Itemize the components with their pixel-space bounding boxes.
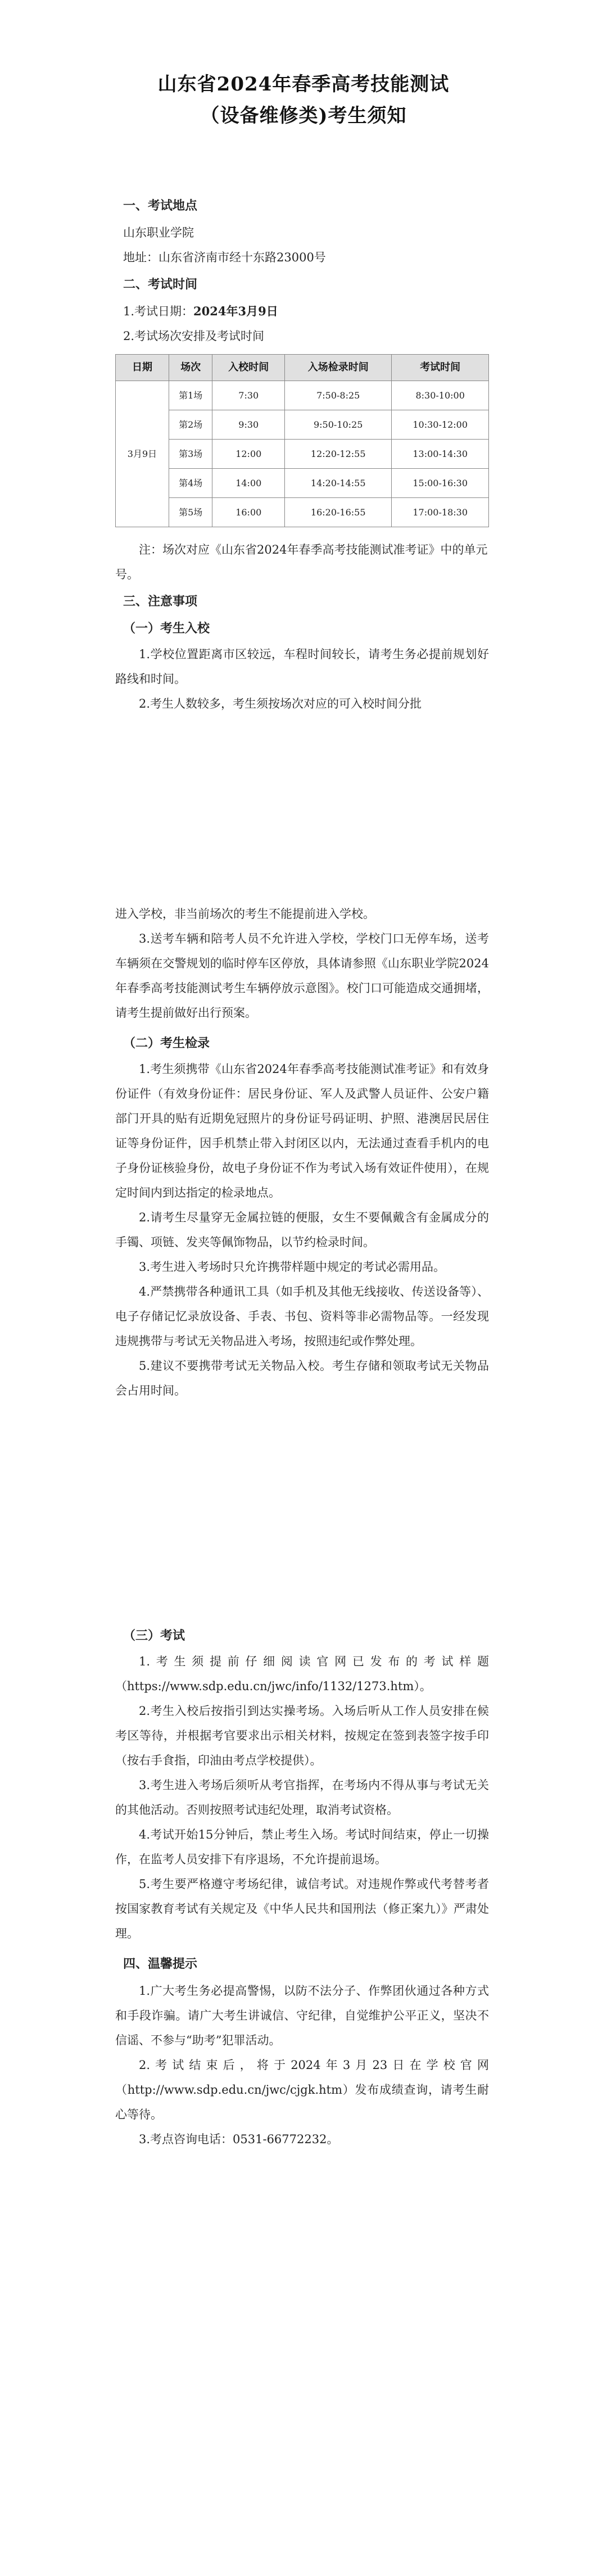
sub1-paragraph-2a: 2.考生人数较多，考生须按场次对应的可入校时间分批 xyxy=(139,697,422,710)
schedule-intro: 2.考试场次安排及考试时间 xyxy=(123,329,265,343)
table-cell-entry: 12:00 xyxy=(212,440,285,469)
table-cell-session: 第1场 xyxy=(169,381,212,410)
sub1-heading: （一）考生入校 xyxy=(123,621,210,636)
tips-paragraph-1: 1.广大考生务必提高警惕，以防不法分子、作弊团伙通过各种方式和手段诈骗。请广大考生讲诚信、守纪律，自觉维护公平正义，坚决不信谣、不参与“助考”犯罪活动。 xyxy=(115,1984,489,2047)
notice-body xyxy=(115,191,489,2152)
table-row xyxy=(116,410,489,440)
table-cell-session: 第2场 xyxy=(169,410,212,440)
sub3-paragraph-5: 5.考生要严格遵守考场纪律，诚信考试。对违规作弊或代考替考者按国家教育考试有关规定及《中华人民共和国刑法（修正案九）》严肃处理。 xyxy=(115,1877,489,1940)
table-cell-exam: 13:00-14:30 xyxy=(392,440,489,469)
sub2-paragraph-4: 4.严禁携带各种通讯工具（如手机及其他无线接收、传送设备等）、电子存储记忆录放设备、手表、书包、资料等非必需物品等。一经发现违规携带与考试无关物品进入考场，按照违纪或作弊处理。 xyxy=(115,1285,489,1348)
table-cell-checkin: 12:20-12:55 xyxy=(285,440,392,469)
exam-location-address: 地址：山东省济南市经十东路23000号 xyxy=(123,251,326,264)
table-cell-exam: 15:00-16:30 xyxy=(392,469,489,498)
sub2-heading: （二）考生检录 xyxy=(123,1036,210,1051)
table-cell-checkin: 7:50-8:25 xyxy=(285,381,392,410)
table-header-checkin: 入场检录时间 xyxy=(285,355,392,381)
page-title-line2: （设备维修类)考生须知 xyxy=(200,105,407,127)
table-cell-session: 第4场 xyxy=(169,469,212,498)
table-row xyxy=(116,440,489,469)
table-cell-checkin: 16:20-16:55 xyxy=(285,498,392,527)
sub1-paragraph-3: 3.送考车辆和陪考人员不允许进入学校，学校门口无停车场，送考车辆须在交警规划的临时停车区停放，具体请参照《山东职业学院2024年春季高考技能测试考生车辆停放示意图》。校门口可能造成交通拥堵，请考生提前做好出行预案。 xyxy=(115,932,489,1020)
table-date-cell: 3月9日 xyxy=(116,381,169,527)
table-cell-entry: 16:00 xyxy=(212,498,285,527)
exam-location-school: 山东职业学院 xyxy=(123,226,194,239)
table-header-entry: 入校时间 xyxy=(212,355,285,381)
sub1-paragraph-1: 1.学校位置距离市区较远，车程时间较长，请考生务必提前规划好路线和时间。 xyxy=(115,648,489,686)
table-row xyxy=(116,469,489,498)
table-header-session: 场次 xyxy=(169,355,212,381)
sub1-paragraph-2b: 进入学校，非当前场次的考生不能提前进入学校。 xyxy=(115,907,375,921)
blank-gap-1 xyxy=(115,716,489,902)
table-cell-checkin: 14:20-14:55 xyxy=(285,469,392,498)
table-row xyxy=(116,498,489,527)
table-cell-exam: 17:00-18:30 xyxy=(392,498,489,527)
section2-heading: 二、考试时间 xyxy=(123,277,198,292)
section4-heading: 四、温馨提示 xyxy=(123,1957,198,1971)
table-cell-entry: 7:30 xyxy=(212,381,285,410)
table-cell-checkin: 9:50-10:25 xyxy=(285,410,392,440)
section3-heading: 三、注意事项 xyxy=(123,594,198,609)
sub3-paragraph-2: 2.考生入校后按指引到达实操考场。入场后听从工作人员安排在候考区等待，并根据考官要求出示相关材料，按规定在签到表签字按手印（按右手食指，印油由考点学校提供）。 xyxy=(115,1704,489,1767)
section1-heading: 一、考试地点 xyxy=(123,198,198,213)
sub3-paragraph-3: 3.考生进入考场后须听从考官指挥，在考场内不得从事与考试无关的其他活动。否则按照考试违纪处理，取消考试资格。 xyxy=(115,1778,489,1817)
schedule-table xyxy=(115,354,489,527)
table-cell-entry: 14:00 xyxy=(212,469,285,498)
sub3-paragraph-4: 4.考试开始15分钟后，禁止考生入场。考试时间结束，停止一切操作，在监考人员安排下有序退场，不允许提前退场。 xyxy=(115,1828,489,1866)
sub3-heading: （三）考试 xyxy=(123,1628,185,1643)
blank-gap-2 xyxy=(115,1403,489,1622)
exam-date-value: 2024年3月9日 xyxy=(193,304,278,318)
tips-paragraph-2: 2.考试结束后，将于2024年3月23日在学校官网（http://www.sdp.edu.cn/jwc/cjgk.htm）发布成绩查询，请考生耐心等待。 xyxy=(115,2058,489,2121)
table-cell-session: 第5场 xyxy=(169,498,212,527)
table-row xyxy=(116,381,489,410)
table-header-date: 日期 xyxy=(116,355,169,381)
exam-date-line xyxy=(115,299,489,324)
sub3-paragraph-1: 1.考生须提前仔细阅读官网已发布的考试样题（https://www.sdp.edu.cn/jwc/info/1132/1273.htm）。 xyxy=(115,1655,489,1693)
table-cell-exam: 10:30-12:00 xyxy=(392,410,489,440)
table-cell-session: 第3场 xyxy=(169,440,212,469)
sub2-paragraph-3: 3.考生进入考场时只允许携带样题中规定的考试必需用品。 xyxy=(139,1260,446,1274)
table-header-exam: 考试时间 xyxy=(392,355,489,381)
schedule-note: 注：场次对应《山东省2024年春季高考技能测试准考证》中的单元号。 xyxy=(115,543,488,581)
table-cell-entry: 9:30 xyxy=(212,410,285,440)
table-header-row xyxy=(116,355,489,381)
sub2-paragraph-1: 1.考生须携带《山东省2024年春季高考技能测试准考证》和有效身份证件（有效身份证件：居民身份证、军人及武警人员证件、公安户籍部门开具的贴有近期免冠照片的身份证号码证明、护照、港澳居民居住证等身份证件，因手机禁止带入封闭区以内，无法通过查看手机内的电子身份证核验身份，故电子身份证不作为考试入场有效证件使用），在规定时间内到达指定的检录地点。 xyxy=(115,1062,489,1199)
table-cell-exam: 8:30-10:00 xyxy=(392,381,489,410)
sub2-paragraph-5: 5.建议不要携带考试无关物品入校。考生存储和领取考试无关物品会占用时间。 xyxy=(115,1359,489,1397)
exam-date-label: 1.考试日期： xyxy=(123,305,194,318)
tips-paragraph-3: 3.考点咨询电话：0531-66772232。 xyxy=(139,2133,339,2146)
sub2-paragraph-2: 2.请考生尽量穿无金属拉链的便服，女生不要佩戴含有金属成分的手镯、项链、发夹等佩饰物品，以节约检录时间。 xyxy=(115,1211,489,1249)
page-title-line1: 山东省2024年春季高考技能测试 xyxy=(157,73,450,96)
